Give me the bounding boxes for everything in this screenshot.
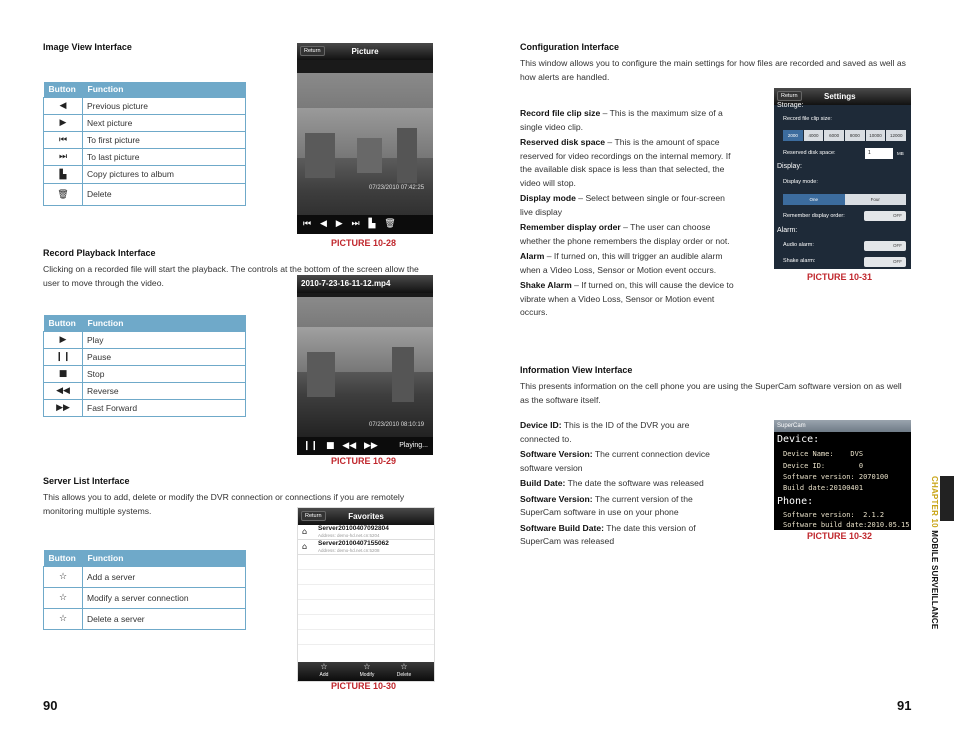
add-button[interactable]: [312, 662, 336, 678]
favorites-title-bar: [298, 508, 434, 525]
fast-forward-icon: ▶▶: [56, 403, 70, 413]
clip-option[interactable]: 10000: [866, 130, 886, 141]
page-number-right: 91: [897, 698, 912, 713]
phone-software-version: Software version: 2.1.2: [783, 511, 885, 519]
caption: PICTURE 10-32: [807, 531, 873, 541]
table-cell: Play: [83, 331, 246, 348]
return-button[interactable]: Return: [777, 91, 802, 101]
modify-icon: ☆: [363, 662, 371, 671]
settings-screen: [774, 88, 911, 269]
display-heading: Display:: [777, 163, 802, 170]
storage-heading: Storage:: [777, 102, 804, 109]
playback-controls: [297, 437, 433, 455]
file-name: 2010-7-23-16-11-12.mp4: [301, 279, 391, 288]
first-icon: ⏮: [58, 135, 68, 145]
camera-image: [297, 73, 433, 234]
item-term: Software Version:: [520, 493, 593, 504]
add-server-icon: ☆: [58, 572, 68, 582]
server-row[interactable]: [298, 525, 434, 540]
playback-video: [297, 297, 433, 437]
picture-controls[interactable]: ⏮ ◀ ▶ ⏭ ▙ 🗑: [297, 215, 433, 234]
table-cell: Copy pictures to album: [83, 165, 246, 183]
clip-option[interactable]: 6000: [824, 130, 844, 141]
shake-alarm-label: Shake alarm:: [783, 258, 816, 264]
trash-icon: 🗑: [57, 189, 69, 200]
item-term: Record file clip size: [520, 108, 601, 118]
caption: PICTURE 10-30: [331, 681, 397, 691]
reserved-input[interactable]: 1: [865, 148, 893, 159]
table-cell: To last picture: [83, 148, 246, 165]
item-desc: – If turned on, this will trigger an audible alarm when a Video Loss, Sensor or Motion event occurs.: [520, 251, 723, 275]
favorites-screen: [297, 507, 435, 682]
col-button: Button: [44, 82, 83, 97]
delete-label: Delete: [396, 672, 412, 678]
timestamp: 07/23/2010 07:42:25: [369, 185, 425, 191]
phone-heading: Phone:: [777, 496, 814, 507]
item-desc: The date this version of SuperCam was released: [520, 522, 696, 546]
server-list-table: [43, 550, 246, 630]
screen-title: Picture: [351, 47, 379, 56]
clip-option[interactable]: 12000: [886, 130, 906, 141]
audio-alarm-label: Audio alarm:: [783, 242, 814, 248]
screen-title: Favorites: [348, 512, 384, 521]
table-cell: Fast Forward: [83, 399, 246, 416]
screen-title: Settings: [824, 92, 856, 101]
item-desc: – The user can choose whether the phone remembers the display order or not.: [520, 222, 730, 246]
information-heading: Information View Interface: [520, 365, 633, 375]
record-playback-heading: Record Playback Interface: [43, 248, 156, 258]
picture-screen: [297, 43, 433, 234]
clip-option[interactable]: 2000: [783, 130, 803, 141]
pause-icon: ❙❙: [55, 352, 71, 362]
display-mode-label: Display mode:: [783, 179, 818, 185]
modify-button[interactable]: [355, 662, 379, 678]
picture-title-bar: [297, 43, 433, 60]
favorites-toolbar: [298, 662, 434, 681]
software-version: Software version: 2070100: [783, 473, 889, 481]
last-icon: ⏭: [58, 152, 68, 162]
record-playback-table: [43, 315, 246, 417]
server-list-heading: Server List Interface: [43, 476, 130, 486]
image-view-table: [43, 82, 246, 206]
device-heading: Device:: [777, 434, 820, 445]
chapter-title: MOBILE SURVEILLANCE: [930, 530, 939, 630]
caption: PICTURE 10-31: [807, 272, 873, 282]
play-icon: ▶: [59, 335, 67, 345]
item-desc: The current version of the SuperCam software in use on your phone: [520, 493, 693, 517]
table-cell: Delete: [83, 183, 246, 205]
clip-option[interactable]: 4000: [804, 130, 824, 141]
build-date: Build date:20100401: [783, 484, 864, 492]
item-term: Software Version:: [520, 449, 593, 459]
information-items: [520, 419, 725, 551]
record-playback-body: Clicking on a recorded file will start the playback. The controls at the bottom of the screen allow the user to move through the video.: [43, 264, 419, 288]
configuration-items: [520, 107, 735, 322]
table-cell: Stop: [83, 365, 246, 382]
reserved-label: Reserved disk space:: [783, 150, 836, 156]
col-function: Function: [83, 82, 246, 97]
item-desc: The current connection device software version: [520, 449, 710, 473]
delete-button[interactable]: [392, 662, 416, 678]
col-button: Button: [44, 315, 83, 331]
table-cell: Delete a server: [83, 608, 246, 629]
col-function: Function: [83, 315, 246, 331]
item-term: Remember display order: [520, 222, 621, 232]
caption: PICTURE 10-29: [331, 456, 397, 466]
playback-screen: [297, 275, 433, 455]
audio-alarm-toggle[interactable]: OFF: [864, 241, 906, 251]
configuration-heading: Configuration Interface: [520, 42, 620, 52]
item-desc: – This is the amount of space reserved for video recordings on the internal memory. If the available disk space is less than that selected, the video will stop.: [520, 137, 731, 188]
col-button: Button: [44, 550, 83, 566]
item-term: Display mode: [520, 193, 576, 203]
stop-icon: ■: [58, 369, 68, 379]
server-row[interactable]: [298, 540, 434, 555]
chapter-tab: [940, 476, 954, 521]
server-address: Address: demo-hd.net.cn:5204: [318, 533, 380, 538]
server-name: Server20100407092804: [318, 525, 389, 532]
caption: PICTURE 10-28: [331, 238, 397, 248]
server-list-body: This allows you to add, delete or modify the DVR connection or connections if you are remotely monitoring multiple systems.: [43, 492, 405, 516]
server-icon: ⌂: [302, 527, 308, 536]
page-number-left: 90: [43, 698, 58, 713]
item-term: Shake Alarm: [520, 280, 572, 290]
copy-icon: ▙: [59, 169, 67, 180]
device-id: Device ID: 0: [783, 462, 864, 470]
item-term: Alarm: [520, 251, 545, 261]
phone-build-date: Software build date:2010.05.15: [783, 521, 910, 529]
next-icon: ▶: [59, 118, 67, 128]
item-term: Software Build Date:: [520, 522, 605, 533]
configuration-intro: This window allows you to configure the main settings for how files are recorded and saved as well as how alerts are handled.: [520, 58, 906, 82]
table-cell: Reverse: [83, 382, 246, 399]
add-icon: ☆: [320, 662, 328, 671]
modify-server-icon: ☆: [58, 593, 68, 603]
supercam-title-bar: SuperCam: [774, 420, 911, 432]
delete-server-icon: ☆: [58, 614, 68, 624]
chapter-side-label: [930, 476, 942, 630]
display-mode-segmented: [783, 194, 906, 205]
return-button[interactable]: Return: [301, 511, 326, 521]
table-cell: Previous picture: [83, 97, 246, 114]
modify-label: Modify: [359, 672, 375, 678]
reverse-icon: ◀◀: [56, 386, 70, 396]
clip-option[interactable]: 8000: [845, 130, 865, 141]
remember-label: Remember display order:: [783, 213, 845, 219]
chapter-number: CHAPTER 10: [930, 476, 939, 528]
image-view-heading: Image View Interface: [43, 42, 132, 52]
col-function: Function: [83, 550, 246, 566]
item-term: Reserved disk space: [520, 137, 606, 147]
server-icon: ⌂: [302, 542, 308, 551]
item-desc: – This is the maximum size of a single video clip.: [520, 108, 723, 132]
shake-alarm-toggle[interactable]: OFF: [864, 257, 906, 267]
item-desc: – If turned on, this will cause the device to vibrate when a Video Loss, Sensor or Motion event occurs.: [520, 280, 734, 317]
add-label: Add: [319, 672, 329, 678]
clip-size-label: Record file clip size:: [783, 116, 832, 122]
mode-option[interactable]: One: [783, 194, 845, 205]
table-cell: To first picture: [83, 131, 246, 148]
reserved-unit: MB: [897, 151, 904, 156]
server-name: Server20100407155062: [318, 540, 389, 547]
server-address: Address: demo-hd.net.cn:5208: [318, 548, 380, 553]
table-cell: Add a server: [83, 566, 246, 587]
item-desc: This is the ID of the DVR you are connected to.: [520, 420, 690, 444]
return-button[interactable]: Return: [300, 46, 325, 56]
alarm-heading: Alarm:: [777, 227, 798, 234]
mode-option[interactable]: Four: [845, 194, 907, 205]
remember-toggle[interactable]: OFF: [864, 211, 906, 221]
information-intro: This presents information on the cell phone you are using the SuperCam software version on as well as the software itself.: [520, 381, 902, 405]
table-cell: Pause: [83, 348, 246, 365]
previous-icon: ◀: [59, 101, 67, 111]
device-name: Device Name: DVS: [783, 450, 864, 458]
table-cell: Next picture: [83, 114, 246, 131]
playing-status: Playing...: [399, 442, 428, 449]
delete-icon: ☆: [400, 662, 408, 671]
table-cell: Modify a server connection: [83, 587, 246, 608]
timestamp: 07/23/2010 08:10:19: [369, 422, 425, 428]
playback-buttons[interactable]: ❙❙ ■ ◀◀ ▶▶: [303, 441, 378, 451]
item-desc: – Select between single or four-screen live display: [520, 193, 725, 217]
item-term: Device ID:: [520, 420, 562, 430]
clip-size-segmented: [783, 130, 906, 141]
item-desc: The date the software was released: [565, 478, 704, 488]
playback-title-bar: [297, 275, 433, 293]
supercam-info-screen: [774, 420, 911, 530]
item-term: Build Date:: [520, 478, 566, 488]
